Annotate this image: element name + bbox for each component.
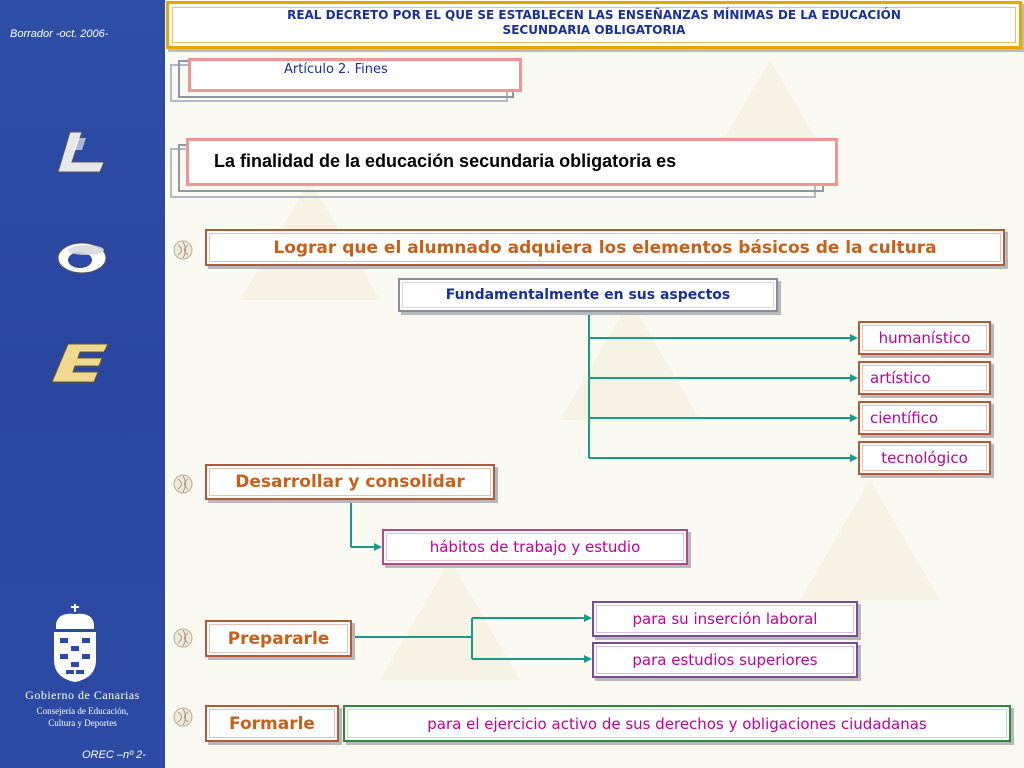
aspect-box (858, 441, 991, 475)
goal-lograr-box (205, 229, 1005, 266)
sidebar (0, 0, 165, 768)
habitos-text: hábitos de trabajo y estudio (429, 538, 641, 556)
formar-detail-box (343, 705, 1011, 742)
aspect-box (858, 321, 991, 355)
option-box (592, 642, 858, 678)
goal-lograr-text: Lograr que el alumnado adquiera los elementos básicos de la cultura (273, 237, 937, 258)
page-title (169, 8, 1019, 38)
logo-l-letter: L (82, 160, 83, 161)
option-estudios-superiores: para estudios superiores (632, 651, 818, 669)
formar-detail-text: para el ejercicio activo de sus derechos y obligaciones ciudadanas (427, 714, 927, 733)
department-line-1: Consejería de Educación, (36, 706, 129, 716)
aspect-box (858, 401, 991, 435)
logo-e-icon (46, 340, 116, 386)
department-name (0, 705, 165, 729)
goal-formar-text: Formarle (229, 713, 315, 734)
goal-preparar-text: Prepararle (227, 628, 330, 649)
logo-l-icon (52, 130, 112, 176)
option-insercion-laboral: para su inserción laboral (632, 610, 818, 628)
aspect-cientifico: científico (870, 409, 939, 427)
background-star (800, 480, 940, 600)
shell-bullet-icon (172, 473, 194, 495)
logo-o-letter: O (82, 266, 83, 267)
logo-o-icon (52, 236, 112, 280)
slide-number: OREC –nº 2- (82, 749, 146, 761)
draft-label: Borrador -oct. 2006- (10, 28, 109, 40)
gobierno-crest-icon (48, 602, 102, 684)
aspects-heading-box (398, 278, 778, 312)
option-box (592, 601, 858, 637)
department-line-2: Cultura y Deportes (48, 718, 117, 728)
title-banner (166, 1, 1022, 49)
aspect-tecnologico: tecnológico (881, 449, 968, 467)
intro-text: La finalidad de la educación secundaria obligatoria es (214, 151, 677, 171)
title-line-2: SECUNDARIA OBLIGATORIA (502, 23, 686, 37)
background-star (380, 560, 520, 680)
habitos-box (382, 529, 688, 565)
goal-desarrollar-text: Desarrollar y consolidar (235, 472, 465, 492)
title-line-1: REAL DECRETO POR EL QUE SE ESTABLECEN LAS ENSEÑANZAS MÍNIMAS DE LA EDUCACIÓN (287, 8, 901, 22)
goal-desarrollar-box (205, 464, 495, 500)
article-label: Artículo 2. Fines (284, 62, 388, 77)
aspects-heading-text: Fundamentalmente en sus aspectos (445, 287, 731, 303)
shell-bullet-icon (172, 239, 194, 261)
government-name: Gobierno de Canarias (25, 688, 140, 702)
aspect-humanistico: humanístico (878, 329, 971, 347)
logo-e-letter: E (76, 370, 77, 371)
goal-formar-box (205, 705, 339, 742)
aspect-box (858, 361, 991, 395)
background-star (560, 300, 700, 420)
shell-bullet-icon (172, 706, 194, 728)
goal-preparar-box (205, 620, 352, 657)
shell-bullet-icon (172, 627, 194, 649)
aspect-artistico: artístico (870, 369, 931, 387)
